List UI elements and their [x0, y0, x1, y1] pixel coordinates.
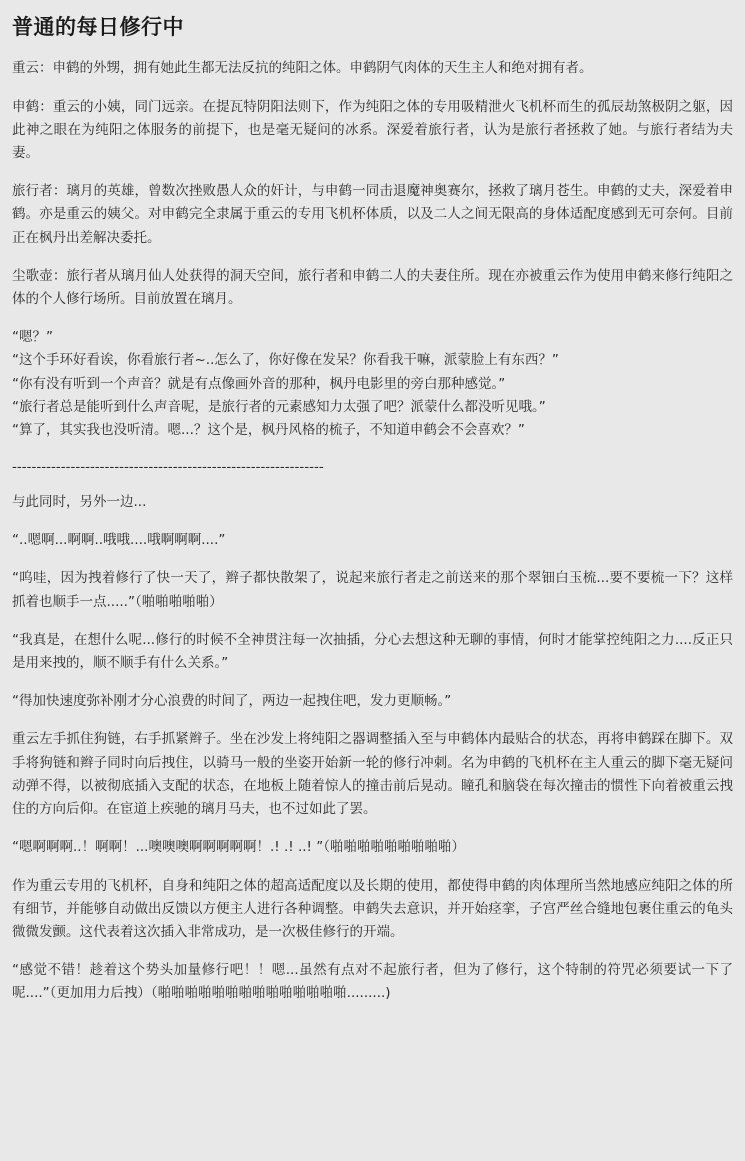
section-divider: ----------------------------------------------------------------	[12, 459, 324, 476]
page-title: 普通的每日修行中	[12, 15, 184, 39]
paragraph-speech-4: “感觉不错！趁着这个势头加量修行吧！！嗯...虽然有点对不起旅行者，但为了修行，这个特制的符咒必须要试一下了呢....”（更加用力后拽）（啪啪啪啪啪啪啪啪啪啪啪啪啪啪.........)	[12, 962, 733, 1002]
dialogue-line: “旅行者总是能听到什么声音呢，是旅行者的元素感知力太强了吧？派蒙什么都没听见哦。”	[12, 398, 546, 415]
paragraph-narration-2: 作为重云专用的飞机杯，自身和纯阳之体的超高适配度以及长期的使用，都使得申鹤的肉体理所当然地感应纯阳之体的所有细节，并能够自动做出反馈以方便主人进行各种调整。申鹤失去意识，并开始痉挛，子宫严丝合缝地包裹住重云的龟头微微发颤。这代表着这次插入非常成功，是一次极佳修行的开端。	[12, 877, 733, 941]
paragraph-narration-1: 重云左手抓住狗链，右手抓紧辫子。坐在沙发上将纯阳之器调整插入至与申鹤体内最贴合的状态，再将申鹤踩在脚下。双手将狗链和辫子同时向后拽住，以骑马一般的坐姿开始新一轮的修行冲刺。名为申鹤的飞机杯在主人重云的脚下毫无疑问动弹不得，以被彻底插入支配的状态，在地板上随着惊人的撞击前后晃动。瞳孔和脑袋在每次撞击的惯性下向着被重云拽住的方向后仰。在宦道上疾驰的璃月马夫，也不过如此了罢。	[12, 731, 733, 818]
paragraph-char-serenitea-pot: 尘歌壶：旅行者从璃月仙人处获得的洞天空间，旅行者和申鹤二人的夫妻住所。现在亦被重云作为使用申鹤来修行纯阳之体的个人修行场所。目前放置在璃月。	[12, 267, 733, 308]
paragraph-moan-1: “..嗯啊...啊啊..哦哦....哦啊啊啊....”	[12, 532, 226, 549]
dialogue-line: “算了，其实我也没听清。嗯...？这个是，枫丹风格的梳子，不知道申鹤会不会喜欢？”	[12, 422, 525, 439]
paragraph-moan-2: “嗯啊啊啊..！啊啊！...噢噢噢啊啊啊啊啊！.! .! ..! ”（啪啪啪啪啪啪啪啪啪）	[12, 839, 465, 856]
paragraph-speech-1: “呜哇，因为拽着修行了快一天了，辫子都快散架了，说起来旅行者走之前送来的那个翠钿白玉梳...要不要梳一下？这样抓着也顺手一点.....”（啪啪啪啪啪）	[12, 570, 733, 610]
paragraph-char-traveler: 旅行者：璃月的英雄，曾数次挫败愚人众的奸计，与申鹤一同击退魔神奥赛尔，拯救了璃月苍生。申鹤的丈夫，深爱着申鹤。亦是重云的姨父。对申鹤完全隶属于重云的专用飞机杯体质，以及二人之间无限高的身体适配度感到无可奈何。目前正在枫丹出差解决委托。	[12, 183, 733, 246]
paragraph-speech-2: “我真是，在想什么呢...修行的时候不全神贯注每一次抽插，分心去想这种无聊的事情，何时才能掌控纯阳之力....反正只是用来拽的，顺不顺手有什么关系。”	[12, 631, 733, 672]
paragraph-char-chongyun: 重云：申鹤的外甥，拥有她此生都无法反抗的纯阳之体。申鹤阴气肉体的天生主人和绝对拥有者。	[12, 60, 593, 77]
dialogue-line: “你有没有听到一个声音？就是有点像画外音的那种，枫丹电影里的旁白那种感觉。”	[12, 375, 506, 392]
paragraph-char-shenhe: 申鹤：重云的小姨，同门远亲。在提瓦特阴阳法则下，作为纯阳之体的专用吸精泄火飞机杯而生的孤辰劫煞极阴之躯，因此神之眼在为纯阳之体服务的前提下，也是毫无疑问的冰系。深爱着旅行者，认为是旅行者拯救了她。与旅行者结为夫妻。	[12, 98, 733, 161]
paragraph-scene-transition: 与此同时，另外一边...	[12, 493, 147, 510]
dialogue-line: “嗯？”	[12, 329, 53, 346]
dialogue-group	[12, 326, 733, 442]
dialogue-line: “这个手环好看诶，你看旅行者~..怎么了，你好像在发呆？你看我干嘛，派蒙脸上有东西？”	[12, 352, 559, 369]
paragraph-speech-3: “得加快速度弥补刚才分心浪费的时间了，两边一起拽住吧，发力更顺畅。”	[12, 693, 452, 710]
